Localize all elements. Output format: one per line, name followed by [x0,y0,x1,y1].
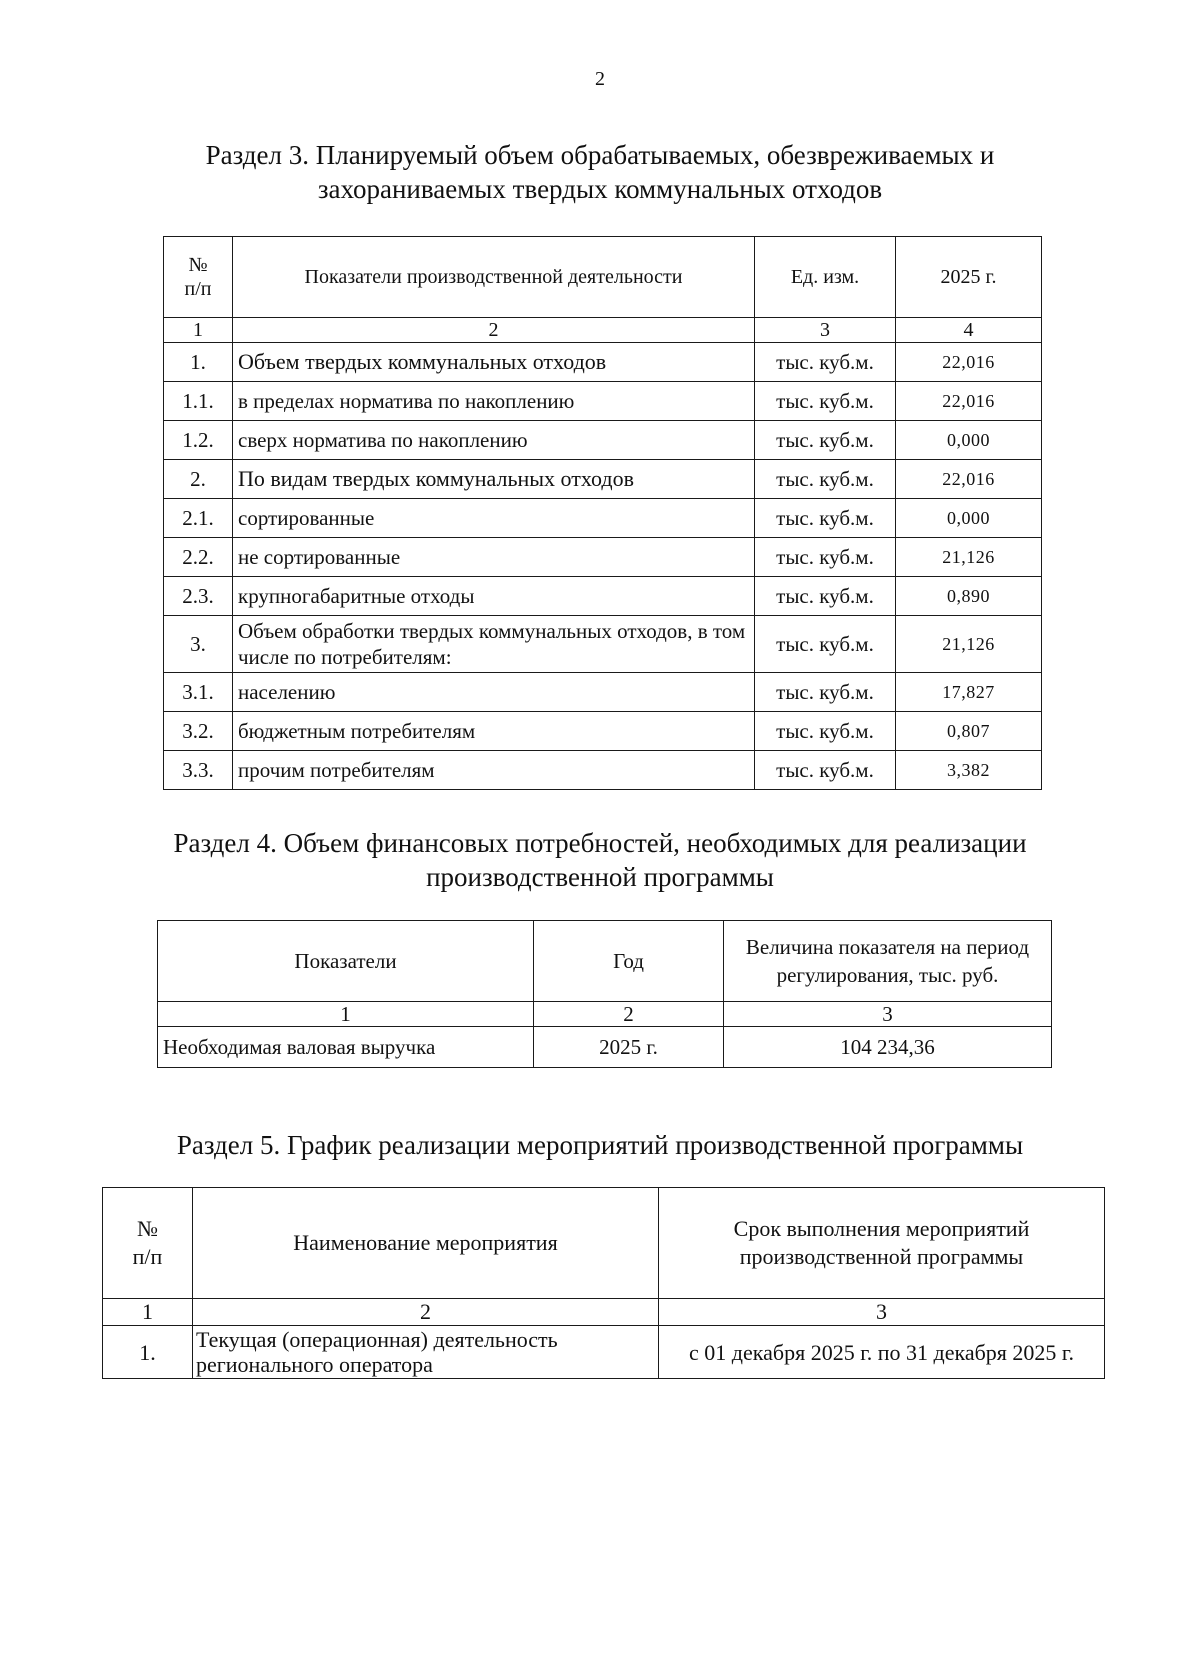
section5-title-text: Раздел 5. График реализации мероприятий производственной программы [176,1130,1024,1160]
header-value [724,921,1052,1002]
row-unit: тыс. куб.м. [755,460,896,499]
header-num-line2: п/п [132,1244,163,1269]
table-row [164,382,1042,421]
row-num: 1.1. [164,382,233,421]
page-number: 2 [595,68,605,90]
column-index: 1 [158,1002,534,1027]
row-num: 3.1. [164,673,233,712]
row-value: 17,827 [896,673,1042,712]
section3-title [0,138,1200,206]
table-row [103,1326,1105,1379]
row-num: 3.2. [164,712,233,751]
table-row [164,673,1042,712]
row-value: 3,382 [896,751,1042,790]
header-deadline [659,1188,1105,1299]
column-index-row [164,318,1042,343]
row-num: 1. [164,343,233,382]
section4-title [0,826,1200,894]
row-value: 22,016 [896,382,1042,421]
row-name: бюджетным потребителям [233,712,755,751]
column-index: 2 [534,1002,724,1027]
row-unit: тыс. куб.м. [755,712,896,751]
row-activity-line1: Текущая (операционная) деятельность [196,1327,558,1352]
column-index: 2 [233,318,755,343]
row-value: 22,016 [896,343,1042,382]
table-header-row [103,1188,1105,1299]
section3-title-line1: Раздел 3. Планируемый объем обрабатываемых, обезвреживаемых и [205,140,995,170]
table-row [164,751,1042,790]
section3-title-line2: захораниваемых твердых коммунальных отходов [317,174,883,204]
row-unit: тыс. куб.м. [755,751,896,790]
column-index: 2 [193,1299,659,1326]
row-name: крупногабаритные отходы [233,577,755,616]
row-name: Объем обработки твердых коммунальных отходов, в том числе по потребителям: [233,616,755,673]
table-row [164,577,1042,616]
section4-table [157,920,1052,1068]
column-index-row [103,1299,1105,1326]
column-index: 3 [659,1299,1105,1326]
table-row [164,460,1042,499]
row-num: 2.3. [164,577,233,616]
row-num: 2.1. [164,499,233,538]
row-name: прочим потребителям [233,751,755,790]
table-row [164,712,1042,751]
column-index: 4 [896,318,1042,343]
column-index-row [158,1002,1052,1027]
row-unit: тыс. куб.м. [755,616,896,673]
column-index: 1 [164,318,233,343]
header-activity: Наименование мероприятия [193,1188,659,1299]
table-row [164,421,1042,460]
column-index: 3 [755,318,896,343]
section5-table [102,1187,1105,1379]
table-row [164,499,1042,538]
row-name: не сортированные [233,538,755,577]
table-row [164,343,1042,382]
row-name: населению [233,673,755,712]
column-index: 3 [724,1002,1052,1027]
header-num-line2: п/п [184,278,212,300]
row-value: 21,126 [896,616,1042,673]
table-row [164,538,1042,577]
section3-table [163,236,1042,790]
row-name: сверх норматива по накоплению [233,421,755,460]
section4-title-line2: производственной программы [426,862,774,892]
row-name: Объем твердых коммунальных отходов [233,343,755,382]
row-unit: тыс. куб.м. [755,499,896,538]
header-unit: Ед. изм. [755,237,896,318]
row-name: По видам твердых коммунальных отходов [233,460,755,499]
table-row [158,1027,1052,1068]
row-unit: тыс. куб.м. [755,577,896,616]
section5-title [0,1128,1200,1162]
row-deadline: с 01 декабря 2025 г. по 31 декабря 2025 г. [659,1326,1105,1379]
row-year: 2025 г. [534,1027,724,1068]
row-value: 0,807 [896,712,1042,751]
header-num [164,237,233,318]
row-num: 1.2. [164,421,233,460]
table-header-row [158,921,1052,1002]
header-num-line1: № [188,254,208,276]
row-num: 2. [164,460,233,499]
header-num-line1: № [137,1216,158,1241]
header-num [103,1188,193,1299]
header-indicator: Показатели производственной деятельности [233,237,755,318]
row-name: в пределах норматива по накоплению [233,382,755,421]
row-unit: тыс. куб.м. [755,673,896,712]
row-name: Необходимая валовая выручка [158,1027,534,1068]
row-value: 21,126 [896,538,1042,577]
row-unit: тыс. куб.м. [755,382,896,421]
row-unit: тыс. куб.м. [755,538,896,577]
column-index: 1 [103,1299,193,1326]
row-num: 3. [164,616,233,673]
row-activity-line2: регионального оператора [196,1352,433,1377]
row-value: 0,000 [896,421,1042,460]
row-num: 1. [103,1326,193,1379]
header-indicators: Показатели [158,921,534,1002]
header-value-line2: регулирования, тыс. руб. [776,963,999,987]
row-value: 0,000 [896,499,1042,538]
row-name: сортированные [233,499,755,538]
header-deadline-line2: производственной программы [739,1244,1024,1269]
table-header-row [164,237,1042,318]
row-value: 104 234,36 [724,1027,1052,1068]
header-year: Год [534,921,724,1002]
row-num: 3.3. [164,751,233,790]
row-activity [193,1326,659,1379]
header-value-line1: Величина показателя на период [745,935,1030,959]
row-value: 0,890 [896,577,1042,616]
row-value: 22,016 [896,460,1042,499]
table-row [164,616,1042,673]
row-unit: тыс. куб.м. [755,421,896,460]
header-year: 2025 г. [896,237,1042,318]
header-deadline-line1: Срок выполнения мероприятий [733,1216,1030,1241]
row-num: 2.2. [164,538,233,577]
row-unit: тыс. куб.м. [755,343,896,382]
section4-title-line1: Раздел 4. Объем финансовых потребностей, необходимых для реализации [173,828,1027,858]
